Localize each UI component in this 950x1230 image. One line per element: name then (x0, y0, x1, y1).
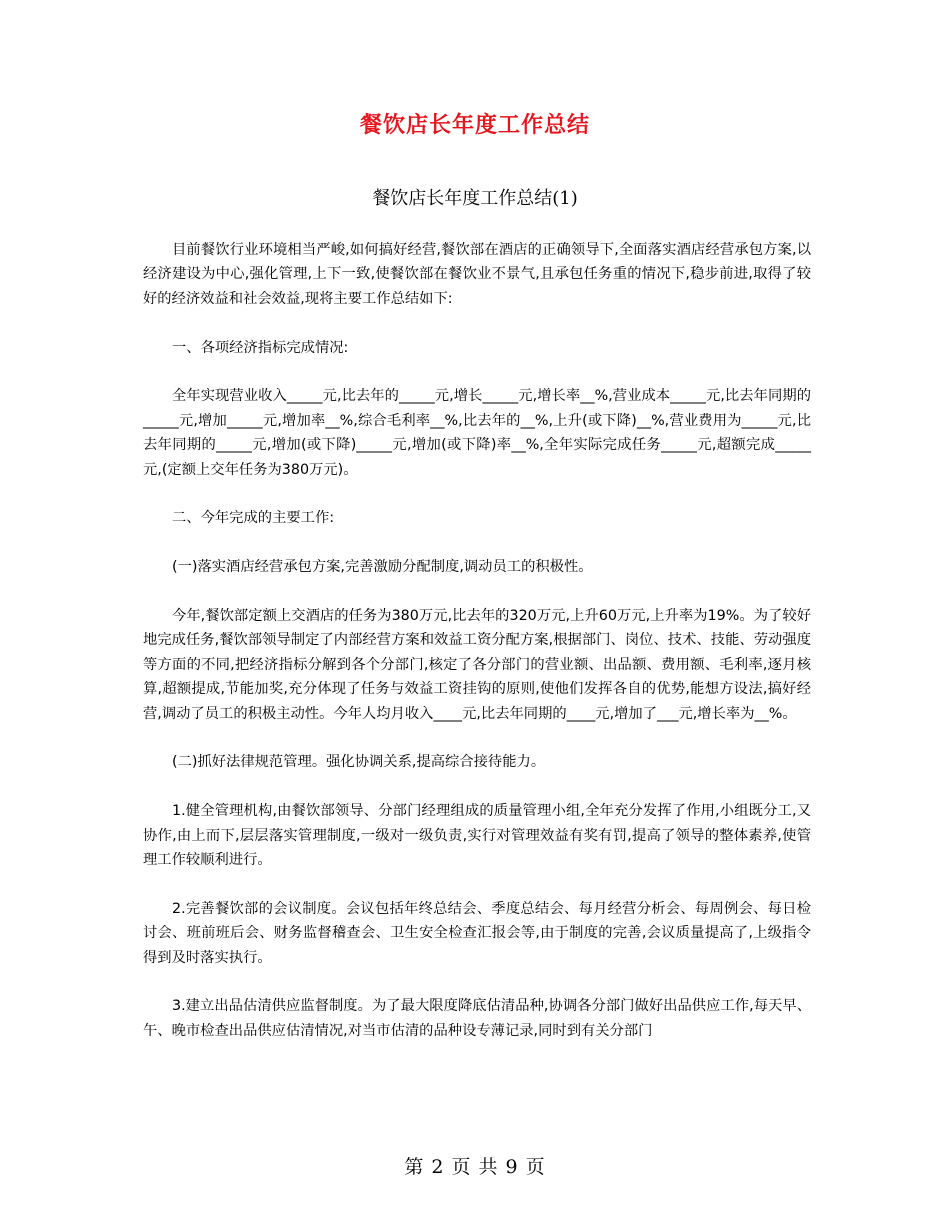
page-footer: 第 2 页 共 9 页 (404, 1156, 546, 1178)
subsection-heading-1: (一)落实酒店经营承包方案,完善激励分配制度,调动员工的积极性。 (172, 559, 593, 576)
document-body (143, 238, 811, 1068)
paragraph-item-3: 3.建立出品估清供应监督制度。为了最大限度降底估清品种,协调各分部门做好出品供应工作,每天早、午、晚市检查出品供应估清情况,对当市估清的品种设专薄记录,同时到有关分部门 (143, 998, 811, 1039)
paragraph-contract: 今年,餐饮部定额上交酒店的任务为380万元,比去年的320万元,上升60万元,上升率为19%。为了较好地完成任务,餐饮部领导制定了内部经营方案和效益工资分配方案,根据部门、岗位、技术、技能、劳动强度等方面的不同,把经济指标分解到各个分部门,核定了各分部门的营业额、出品额、费用额、毛利率,逐月核算,超额提成,节能加奖,充分体现了任务与效益工资挂钩的原则,使他们发挥各自的优势,能想方设法,搞好经营,调动了员工的积极主动性。今年人均月收入____元,比去年同期的____元,增加了___元,增长率为__%。 (143, 608, 811, 722)
paragraph-item-1: 1.健全管理机构,由餐饮部领导、分部门经理组成的质量管理小组,全年充分发挥了作用,小组既分工,又协作,由上而下,层层落实管理制度,一级对一级负责,实行对管理效益有奖有罚,提高了领导的整体素养,使管理工作较顺利进行。 (143, 803, 811, 869)
document-subtitle: 餐饮店长年度工作总结(1) (372, 188, 578, 209)
paragraph-item-2: 2.完善餐饮部的会议制度。会议包括年终总结会、季度总结会、每月经营分析会、每周例会、每日检讨会、班前班后会、财务监督稽查会、卫生安全检查汇报会等,由于制度的完善,会议质量提高了,上级指令得到及时落实执行。 (143, 900, 811, 966)
paragraph-indicators: 全年实现营业收入_____元,比去年的_____元,增长_____元,增长率__%,营业成本_____元,比去年同期的_____元,增加_____元,增加率__%,综合毛利率__%,比去年的__%,上升(或下降)__%,营业费用为_____元,比去年同期的_____元,增加(或下降)_____元,增加(或下降)率__%,全年实际完成任务_____元,超额完成_____元,(定额上交年任务为380万元)。 (143, 388, 811, 478)
section-heading-1: 一、各项经济指标完成情况: (172, 339, 349, 356)
subsection-heading-2: (二)抓好法律规范管理。强化协调关系,提高综合接待能力。 (172, 754, 546, 771)
document-title: 餐饮店长年度工作总结 (359, 113, 590, 138)
section-heading-2: 二、今年完成的主要工作: (172, 510, 335, 527)
paragraph-intro: 目前餐饮行业环境相当严峻,如何搞好经营,餐饮部在酒店的正确领导下,全面落实酒店经营承包方案,以经济建设为中心,强化管理,上下一致,使餐饮部在餐饮业不景气,且承包任务重的情况下,稳步前进,取得了较好的经济效益和社会效益,现将主要工作总结如下: (143, 242, 811, 307)
